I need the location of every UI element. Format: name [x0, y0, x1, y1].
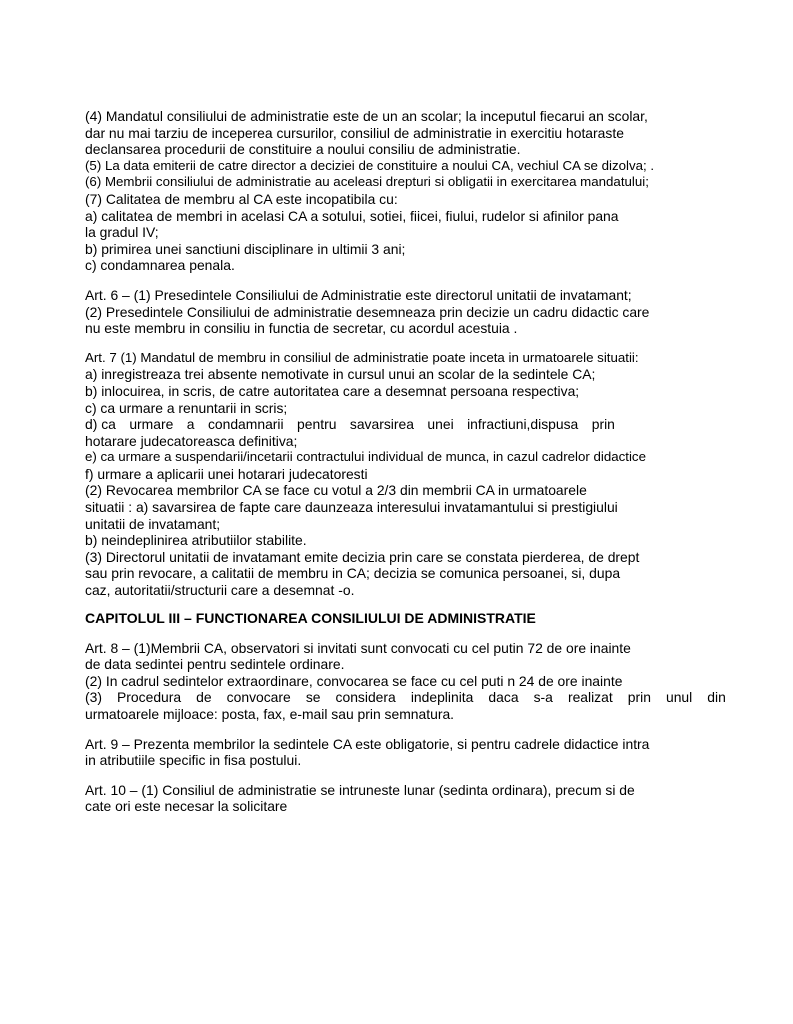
art7-paragraph-2: (2) Revocarea membrilor CA se face cu votul a 2/3 din membrii CA in urmatoarele — [85, 482, 587, 499]
art7-paragraph-3-cont: sau prin revocare, a calitatii de membru in CA; decizia se comunica persoanei, si, dupa — [85, 565, 621, 582]
word: daca — [488, 689, 519, 706]
art8-paragraph-3-cont: urmatoarele mijloace: posta, fax, e-mail sau prin semnatura. — [85, 706, 455, 722]
word: prin — [591, 416, 615, 433]
word: (3) — [85, 689, 102, 706]
art7-item-a: a) inregistreaza trei absente nemotivate in cursul unui an scolar de la sedintele CA; — [85, 366, 596, 383]
word: pentru — [297, 416, 337, 433]
art7-item-e: e) ca urmare a suspendarii/incetarii contractului individual de munca, in cazul cadrelor didactice — [85, 449, 646, 465]
art5-paragraph-5: (5) La data emiterii de catre director a deciziei de constituire a noului CA, vechiul CA se dizolva; . — [85, 157, 655, 173]
art7-item-f: f) urmare a aplicarii unei hotarari judecatoresti — [85, 465, 368, 482]
art8-paragraph-1: Art. 8 – (1)Membrii CA, observatori si invitati sunt convocati cu cel putin 72 de ore inainte — [85, 639, 631, 656]
word: de — [196, 689, 212, 706]
art5-paragraph-7: (7) Calitatea de membru al CA este incopatibila cu: — [85, 190, 398, 207]
art7-item-b: b) inlocuirea, in scris, de catre autoritatea care a desemnat persoana respectiva; — [85, 382, 580, 399]
art7-paragraph-3-cont: caz, autoritatii/structurii care a desemnat -o. — [85, 582, 355, 599]
art6-paragraph-2: (2) Presedintele Consiliului de administratie desemneaza prin decizie un cadru didactic care — [85, 303, 650, 320]
art10-paragraph-cont: cate ori este necesar la solicitare — [85, 798, 288, 815]
word: condamnarii — [207, 416, 284, 433]
document-page — [85, 108, 725, 815]
word: s-a — [533, 689, 553, 706]
art7-paragraph-2-cont: unitatii de invatamant; — [85, 515, 221, 532]
word: infractiuni,dispusa — [467, 416, 579, 433]
art7-paragraph-2-cont: b) neindeplinirea atributiilor stabilite. — [85, 532, 307, 549]
art8-paragraph-1-cont: de data sedintei pentru sedintele ordinare. — [85, 656, 345, 673]
art6-paragraph-2-cont: nu este membru in consiliu in functia de secretar, cu acordul acestuia . — [85, 320, 518, 337]
word: a — [186, 416, 195, 433]
word: indeplinita — [410, 689, 474, 706]
text-line: declansarea procedurii de constituire a noului consiliu de administratie. — [85, 141, 521, 158]
word: considera — [335, 689, 396, 706]
word: din — [707, 689, 726, 706]
art8-paragraph-3 — [85, 689, 726, 706]
art8-paragraph-2: (2) In cadrul sedintelor extraordinare, convocarea se face cu cel puti n 24 de ore inainte — [85, 672, 623, 689]
word: convocare — [226, 689, 291, 706]
chapter-heading: CAPITOLUL III – FUNCTIONAREA CONSILIULUI DE ADMINISTRATIE — [85, 609, 536, 626]
art7-item-d-cont: hotarare judecatoreasca definitiva; — [85, 432, 298, 449]
word: unul — [665, 689, 693, 706]
art5-paragraph-7a-cont: la gradul IV; — [85, 224, 159, 241]
art7-paragraph-3: (3) Directorul unitatii de invatamant emite decizia prin care se constata pierderea, de drept — [85, 548, 640, 565]
word: urmare — [129, 416, 174, 433]
word: d) ca — [85, 416, 116, 433]
text-line: dar nu mai tarziu de inceperea cursurilor, consiliul de administratie in exercitiu hotaraste — [85, 124, 624, 141]
art7-item-d — [85, 416, 615, 433]
word: Procedura — [117, 689, 182, 706]
word: unei — [427, 416, 454, 433]
art6-paragraph-1: Art. 6 – (1) Presedintele Consiliului de Administratie este directorul unitatii de invatamant; — [85, 286, 632, 303]
text-line: (4) Mandatul consiliului de administratie este de un an scolar; la inceputul fiecarui an scolar, — [85, 108, 648, 124]
art5-paragraph-7c: c) condamnarea penala. — [85, 257, 235, 274]
art7-paragraph-1: Art. 7 (1) Mandatul de membru in consiliul de administratie poate inceta in urmatoarele situatii: — [85, 349, 639, 365]
art5-paragraph-6: (6) Membrii consiliului de administratie au aceleasi drepturi si obligatii in exercitarea mandatului; — [85, 174, 649, 190]
art7-item-c: c) ca urmare a renuntarii in scris; — [85, 399, 288, 416]
art9-paragraph: Art. 9 – Prezenta membrilor la sedintele CA este obligatorie, si pentru cadrele didactice intra — [85, 735, 650, 752]
art5-paragraph-7b: b) primirea unei sanctiuni disciplinare in ultimii 3 ani; — [85, 240, 406, 257]
word: savarsirea — [349, 416, 414, 433]
art5-paragraph-4 — [85, 108, 725, 158]
word: prin — [627, 689, 651, 706]
art10-paragraph: Art. 10 – (1) Consiliul de administratie se intruneste lunar (sedinta ordinara), precum si de — [85, 781, 635, 798]
word: realizat — [567, 689, 613, 706]
art9-paragraph-cont: in atributiile specific in fisa postului. — [85, 752, 302, 769]
art5-paragraph-7a: a) calitatea de membri in acelasi CA a sotului, sotiei, fiicei, fiului, rudelor si afinilor pana — [85, 207, 619, 224]
word: se — [305, 689, 321, 706]
art7-paragraph-2-cont: situatii : a) savarsirea de fapte care daunzeaza interesului invatamantului si prestigiului — [85, 499, 618, 516]
